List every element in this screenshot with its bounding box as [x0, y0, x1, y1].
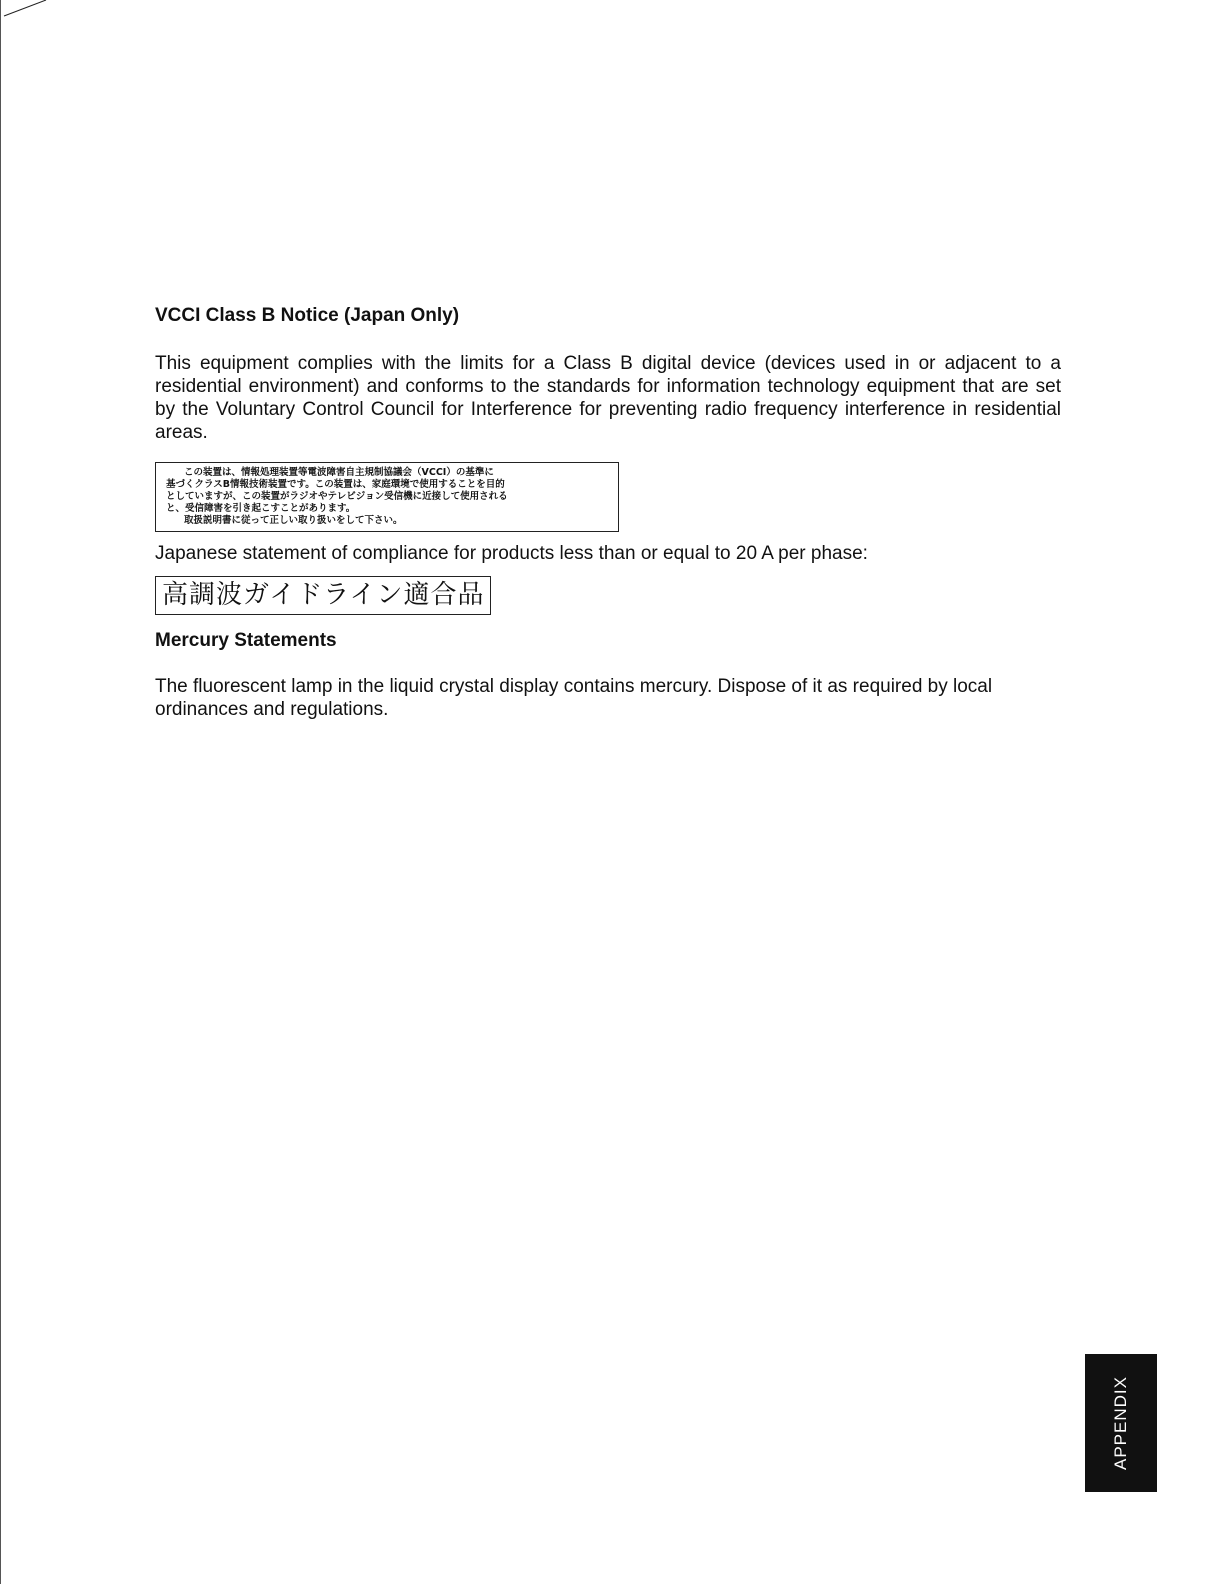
vcci-japanese-line: 取扱説明書に従って正しい取り扱いをして下さい。 [184, 515, 403, 526]
mercury-heading: Mercury Statements [155, 630, 337, 651]
corner-pen-mark [0, 0, 50, 20]
vcci-paragraph: This equipment complies with the limits for a Class B digital device (devices used in or adjacent to a residential environment) and conforms to the standards for information technology equipment that are set by the Voluntary Control Council for Interference for preventing radio frequency interference in residential areas. [155, 353, 1061, 443]
vcci-japanese-notice-box [155, 462, 619, 532]
vcci-heading: VCCI Class B Notice (Japan Only) [155, 305, 460, 326]
vcci-japanese-line: この装置は、情報処理装置等電波障害自主規制協議会（VCCI）の基準に [184, 467, 494, 478]
vcci-japanese-line: としていますが、この装置がラジオやテレビジョン受信機に近接して使用される [166, 491, 508, 502]
page-left-edge [0, 0, 1, 1584]
appendix-tab-label: APPENDIX [1111, 1376, 1130, 1470]
harmonics-compliance-statement: Japanese statement of compliance for products less than or equal to 20 A per phase: [155, 543, 868, 564]
document-body [155, 300, 1061, 721]
harmonics-guideline-label: 高調波ガイドライン適合品 [155, 576, 491, 615]
vcci-japanese-line: 基づくクラスB情報技術装置です。この装置は、家庭環境で使用することを目的 [166, 479, 505, 490]
vcci-japanese-line: と、受信障害を引き起こすことがあります。 [166, 503, 356, 514]
mercury-paragraph: The fluorescent lamp in the liquid crystal display contains mercury. Dispose of it as required by local ordinances and regulations. [155, 676, 993, 720]
appendix-section-tab [1085, 1354, 1157, 1492]
